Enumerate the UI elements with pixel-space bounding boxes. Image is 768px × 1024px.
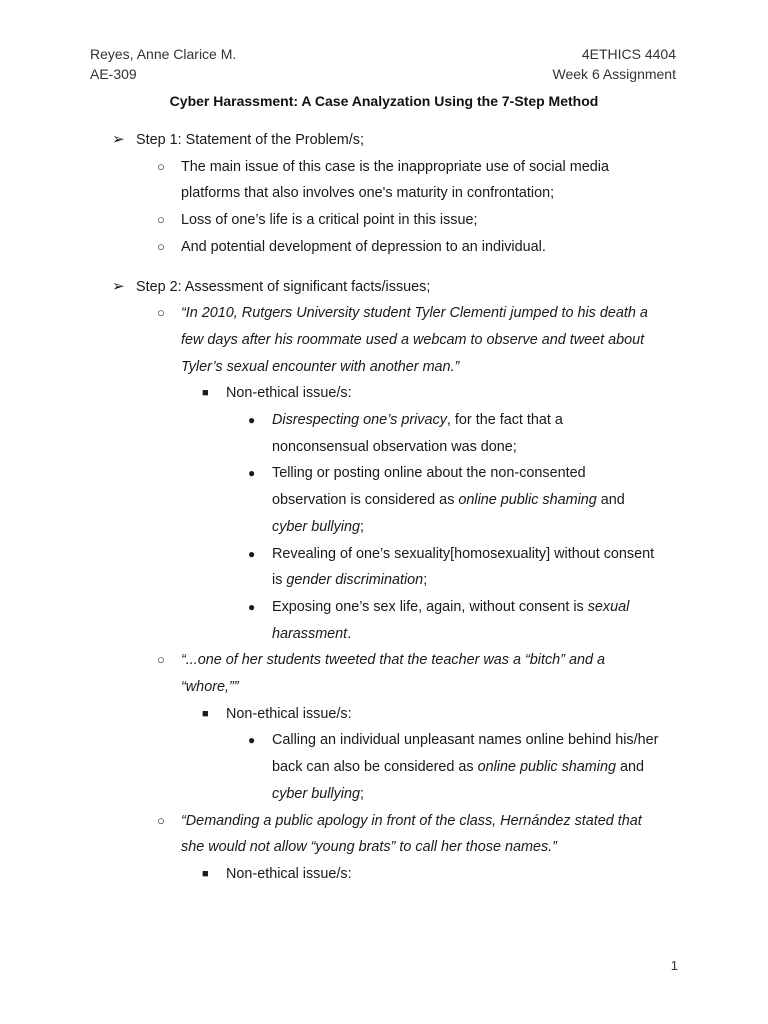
dot-bullet-icon: ●: [248, 466, 256, 481]
student-name: Reyes, Anne Clarice M.: [90, 46, 237, 62]
header-left: [90, 44, 236, 84]
issue-continuation: is gender discrimination;: [272, 572, 428, 589]
circle-bullet-icon: ○: [157, 305, 165, 321]
quote-continuation: she would not allow “young brats” to call her those names.”: [181, 839, 557, 856]
issue-item: ● Calling an individual unpleasant names online behind his/her: [0, 727, 768, 754]
arrow-bullet-icon: ➢: [112, 277, 125, 295]
quote-item: ○ “Demanding a public apology in front of the class, Hernández stated that: [0, 808, 768, 835]
list-item: ○ The main issue of this case is the inappropriate use of social media: [0, 154, 768, 181]
assignment-label: Week 6 Assignment: [552, 66, 676, 82]
circle-bullet-icon: ○: [157, 212, 165, 228]
quote-continuation: Tyler’s sexual encounter with another man.”: [181, 358, 460, 375]
spacer: [0, 261, 768, 274]
step1-heading: ➢ Step 1: Statement of the Problem/s;: [0, 127, 768, 154]
non-ethical-heading: ■ Non-ethical issue/s:: [0, 380, 768, 407]
list-item-continuation: platforms that also involves one's maturity in confrontation;: [181, 185, 555, 202]
course-code: 4ETHICS 4404: [581, 46, 676, 62]
circle-bullet-icon: ○: [157, 652, 165, 668]
document-body: [0, 127, 768, 888]
square-bullet-icon: ■: [202, 867, 209, 880]
dot-bullet-icon: ●: [248, 413, 256, 428]
issue-item: ● Exposing one’s sex life, again, without consent is sexual: [0, 594, 768, 621]
list-item: ○ Loss of one’s life is a critical point in this issue;: [0, 207, 768, 234]
header-right: [553, 44, 676, 84]
dot-bullet-icon: ●: [248, 599, 256, 614]
list-item: ○ And potential development of depression to an individual.: [0, 234, 768, 261]
issue-item: ● Telling or posting online about the non-consented: [0, 460, 768, 487]
issue-continuation: nonconsensual observation was done;: [272, 438, 517, 455]
issue-item: ● Revealing of one’s sexuality[homosexuality] without consent: [0, 541, 768, 568]
issue-continuation: cyber bullying;: [272, 785, 364, 802]
issue-item: ● Disrespecting one’s privacy, for the fact that a: [0, 407, 768, 434]
issue-continuation: back can also be considered as online public shaming and: [272, 759, 645, 776]
quote-continuation: “whore,””: [181, 679, 239, 696]
non-ethical-heading: ■ Non-ethical issue/s:: [0, 701, 768, 728]
circle-bullet-icon: ○: [157, 812, 165, 828]
dot-bullet-icon: ●: [248, 733, 256, 748]
square-bullet-icon: ■: [202, 387, 209, 400]
circle-bullet-icon: ○: [157, 158, 165, 174]
quote-item: ○ “In 2010, Rutgers University student Tyler Clementi jumped to his death a: [0, 300, 768, 327]
student-section: AE-309: [90, 66, 137, 82]
square-bullet-icon: ■: [202, 707, 209, 720]
issue-continuation: observation is considered as online public shaming and: [272, 492, 625, 509]
quote-item: ○ “...one of her students tweeted that the teacher was a “bitch” and a: [0, 647, 768, 674]
step2-heading: ➢ Step 2: Assessment of significant facts/issues;: [0, 274, 768, 301]
issue-continuation: cyber bullying;: [272, 518, 364, 535]
dot-bullet-icon: ●: [248, 546, 256, 561]
non-ethical-heading: ■ Non-ethical issue/s:: [0, 861, 768, 888]
arrow-bullet-icon: ➢: [112, 131, 125, 148]
circle-bullet-icon: ○: [157, 238, 165, 254]
document-title: Cyber Harassment: A Case Analyzation Using the 7-Step Method: [169, 93, 599, 109]
quote-continuation: few days after his roommate used a webcam to observe and tweet about: [181, 331, 645, 348]
issue-continuation: harassment.: [272, 625, 352, 642]
page-number: 1: [670, 958, 678, 973]
